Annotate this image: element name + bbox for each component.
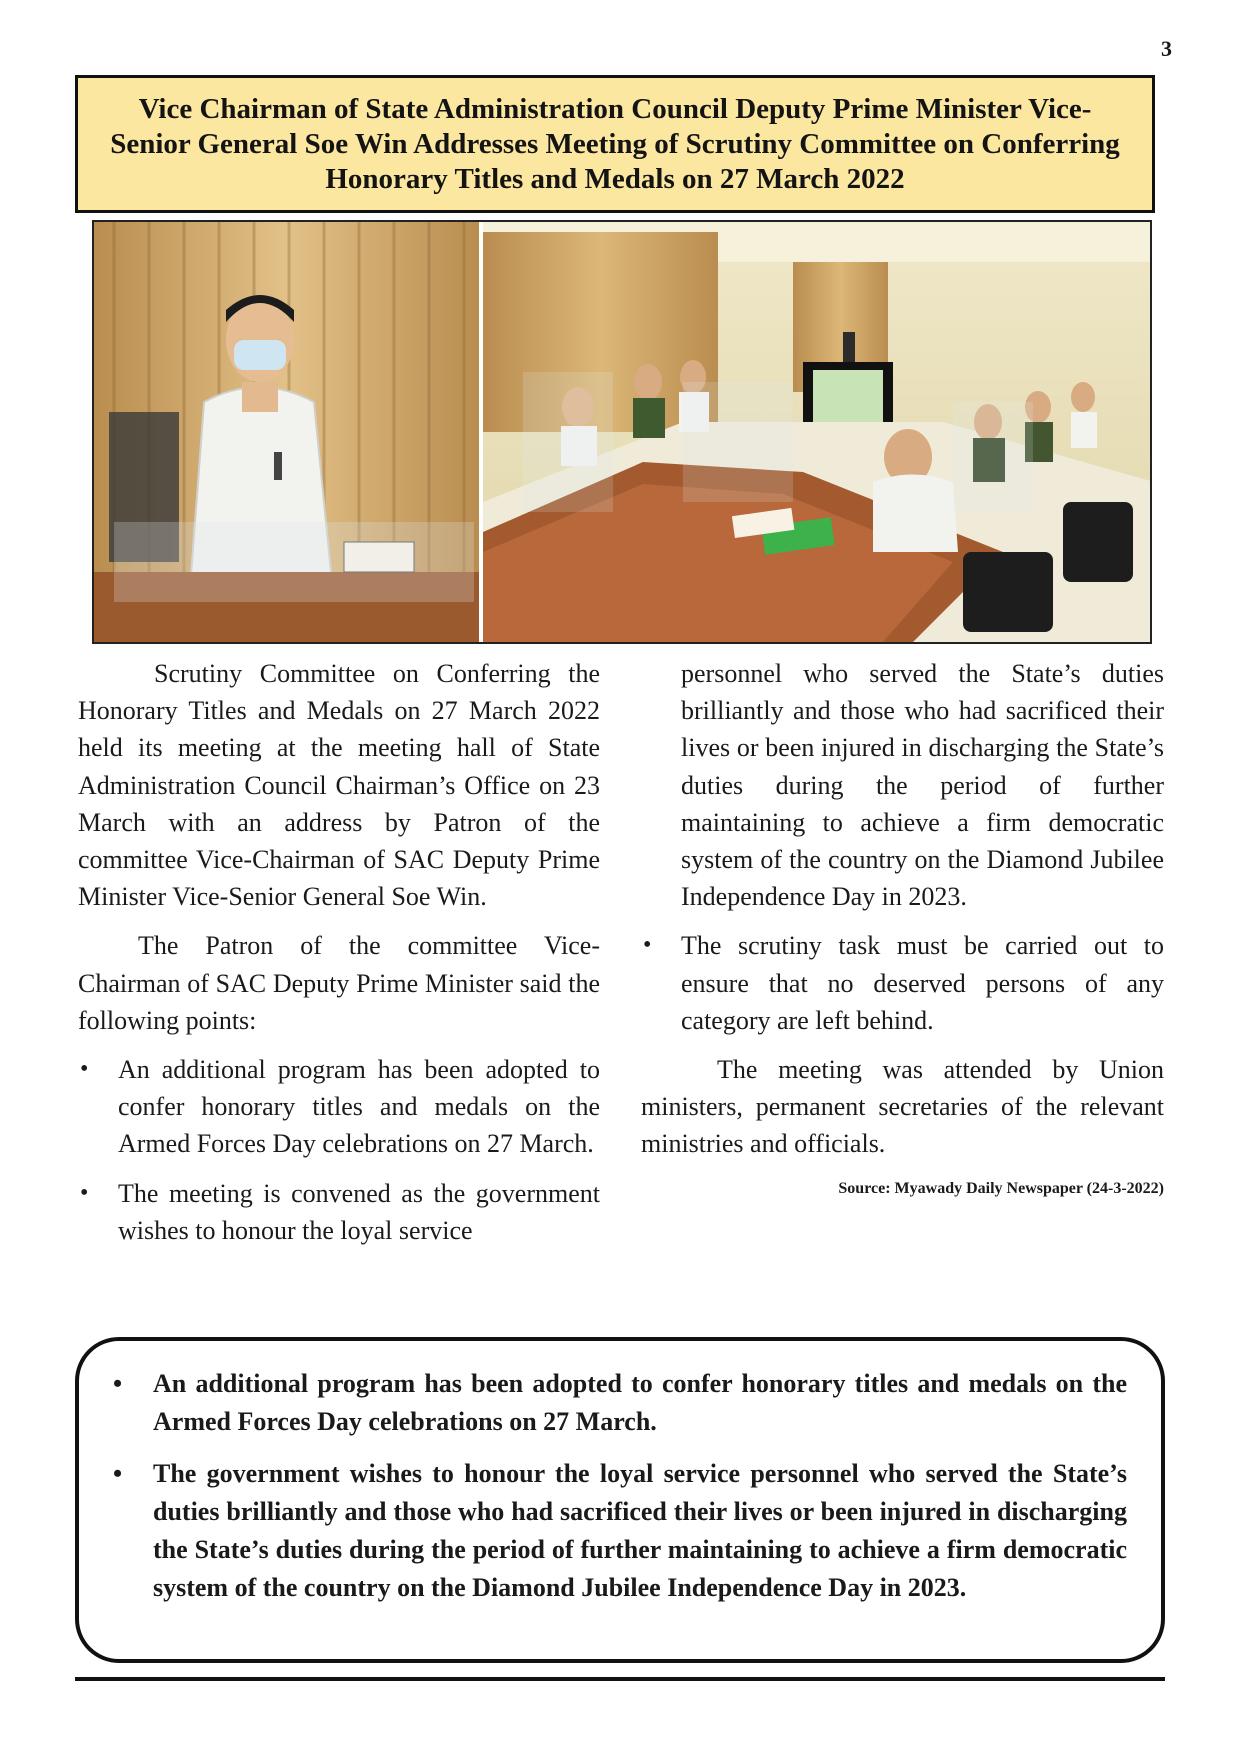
key-point: • The scrutiny task must be carried out to ensure that no deserved persons of any category are left behind. [641, 927, 1164, 1039]
summary-point: • An additional program has been adopted to confer honorary titles and medals on the Armed Forces Day celebrations on 27 March. [103, 1365, 1127, 1441]
key-point-continuation: personnel who served the State’s duties brilliantly and those who had sacrificed their lives or been injured in discharging the State’s duties during the period of further maintaining to achieve a firm democratic system of the country on the Diamond Jubilee Independence Day in 2023. [681, 659, 1164, 912]
headline-box [75, 75, 1155, 213]
summary-point: • The government wishes to honour the loyal service personnel who served the State’s duties brilliantly and those who had sacrificed their lives or been injured in discharging the State’s duties during the period of further maintaining to achieve a firm democratic system of the country on the Diamond Jubilee Independence Day in 2023. [103, 1455, 1127, 1607]
source-credit: Source: Myawady Daily Newspaper (24-3-2022) [838, 1179, 1164, 1197]
summary-box [75, 1337, 1165, 1663]
key-point: • The meeting is convened as the government wishes to honour the loyal service [78, 1175, 600, 1249]
article-paragraph: The Patron of the committee Vice-Chairman of SAC Deputy Prime Minister said the following points: [78, 931, 600, 1035]
key-points-list [641, 927, 1164, 1039]
photo-meeting-hall [483, 222, 1150, 642]
summary-list [103, 1365, 1127, 1607]
headline: Vice Chairman of State Administration Council Deputy Prime Minister Vice-Senior General Soe Win Addresses Meeting of Scrutiny Committee on Conferring Honorary Titles and Medals on 27 March 2022 [110, 92, 1120, 195]
key-point: • An additional program has been adopted to confer honorary titles and medals on the Armed Forces Day celebrations on 27 March. [78, 1051, 600, 1163]
meeting-photo-illustration [483, 222, 1150, 642]
speaker-photo-illustration [94, 222, 479, 642]
article-column-left [78, 655, 600, 1261]
article-paragraph: Scrutiny Committee on Conferring the Honorary Titles and Medals on 27 March 2022 held its meeting at the meeting hall of State Administration Council Chairman’s Office on 23 March with an address by Patron of the committee Vice-Chairman of SAC Deputy Prime Minister Vice-Senior General Soe Win. [78, 659, 600, 912]
article-paragraph: The meeting was attended by Union ministers, permanent secretaries of the relevant ministries and officials. [641, 1055, 1164, 1159]
photo-speaker [94, 222, 483, 642]
bottom-rule [75, 1677, 1165, 1681]
photo-frame [92, 220, 1152, 644]
page-number: 3 [1161, 36, 1172, 61]
key-points-list [78, 1051, 600, 1249]
article-column-right [641, 655, 1164, 1199]
